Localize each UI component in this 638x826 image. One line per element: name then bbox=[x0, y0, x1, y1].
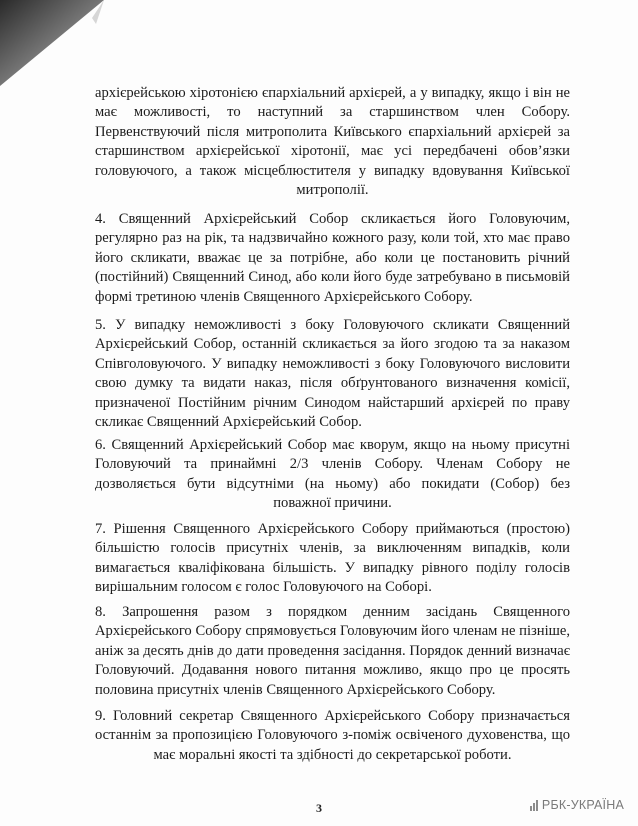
paragraph-7 bbox=[95, 520, 570, 598]
paragraph-8 bbox=[95, 603, 570, 700]
page-number: 3 bbox=[316, 801, 322, 815]
paragraph-9 bbox=[95, 707, 570, 765]
paragraph-text: 6. Священний Архієрейський Собор має кворум, якщо на ньому присутні Головуючий та принаймні 2/3 членів Собору. Членам Собору не дозволяється бути відсутніми (на ньому) або покидати (Собор) без поважної причини. bbox=[95, 437, 570, 512]
rbc-bars-logo-icon bbox=[530, 800, 538, 811]
watermark-text: РБК-УКРАЇНА bbox=[541, 798, 624, 812]
paragraph-text: 4. Священний Архієрейський Собор скликається його Головуючим, регулярно раз на рік, та надзвичайно кожного разу, коли той, хто має право його скликати, вважає це за потрібне, або коли це постановить річний (постійний) Священний Синод, або коли його буде затребувано в письмовій формі третиною членів Священного Архієрейського Собору. bbox=[95, 211, 570, 305]
paragraph-6 bbox=[95, 436, 570, 514]
paragraph-text: 5. У випадку неможливості з боку Головуючого скликати Священний Архієрейський Собор, останній скликається за його згодою та за наказом Співголовуючого. У випадку неможливості з боку Головуючого висловити свою думку та видати наказ, після обґрунтованого визначення комісії, призначеної Постійним річним Синодом найстарший архієрей по праву скликає Священний Архієрейський Собор. bbox=[95, 317, 570, 431]
paragraph-text: архієрейською хіротонією єпархіальний архієрей, а у випадку, якщо і він не має можливості, то наступний за старшинством член Собору. Первенствуючий після митрополита Київського єпархіальний архієрей за старшинством архієрейської хіротонії, має усі передбачені обов’язки головуючого, а також місцеблюстителя у випадку вдовування Київської митрополії. bbox=[95, 85, 570, 199]
paragraph-text: 8. Запрошення разом з порядком денним засідань Священного Архієрейського Собору спрямовується Головуючим його членам не пізніше, аніж за десять днів до дати проведення засідання. Порядок денний визначає Головуючий. Додавання нового питання можливо, якщо про це просять половина присутніх членів Священного Архієрейського Собору. bbox=[95, 604, 570, 698]
watermark bbox=[530, 798, 624, 812]
paragraph-4 bbox=[95, 210, 570, 307]
page-corner-fold-icon bbox=[0, 0, 110, 90]
paragraph-5 bbox=[95, 316, 570, 432]
paragraph-continuation bbox=[95, 84, 570, 200]
paragraph-text: 9. Головний секретар Священного Архієрейського Собору призначається останнім за пропозицією Головуючого з-поміж освіченого духовенства, що має моральні якості та здібності до секретарської роботи. bbox=[95, 708, 570, 763]
paragraph-text: 7. Рішення Священного Архієрейського Собору приймаються (простою) більшістю голосів присутніх членів, за виключенням випадків, коли вимагається кваліфікована більшість. У випадку рівного поділу голосів вирішальним голосом є голос Головуючого на Соборі. bbox=[95, 521, 570, 596]
